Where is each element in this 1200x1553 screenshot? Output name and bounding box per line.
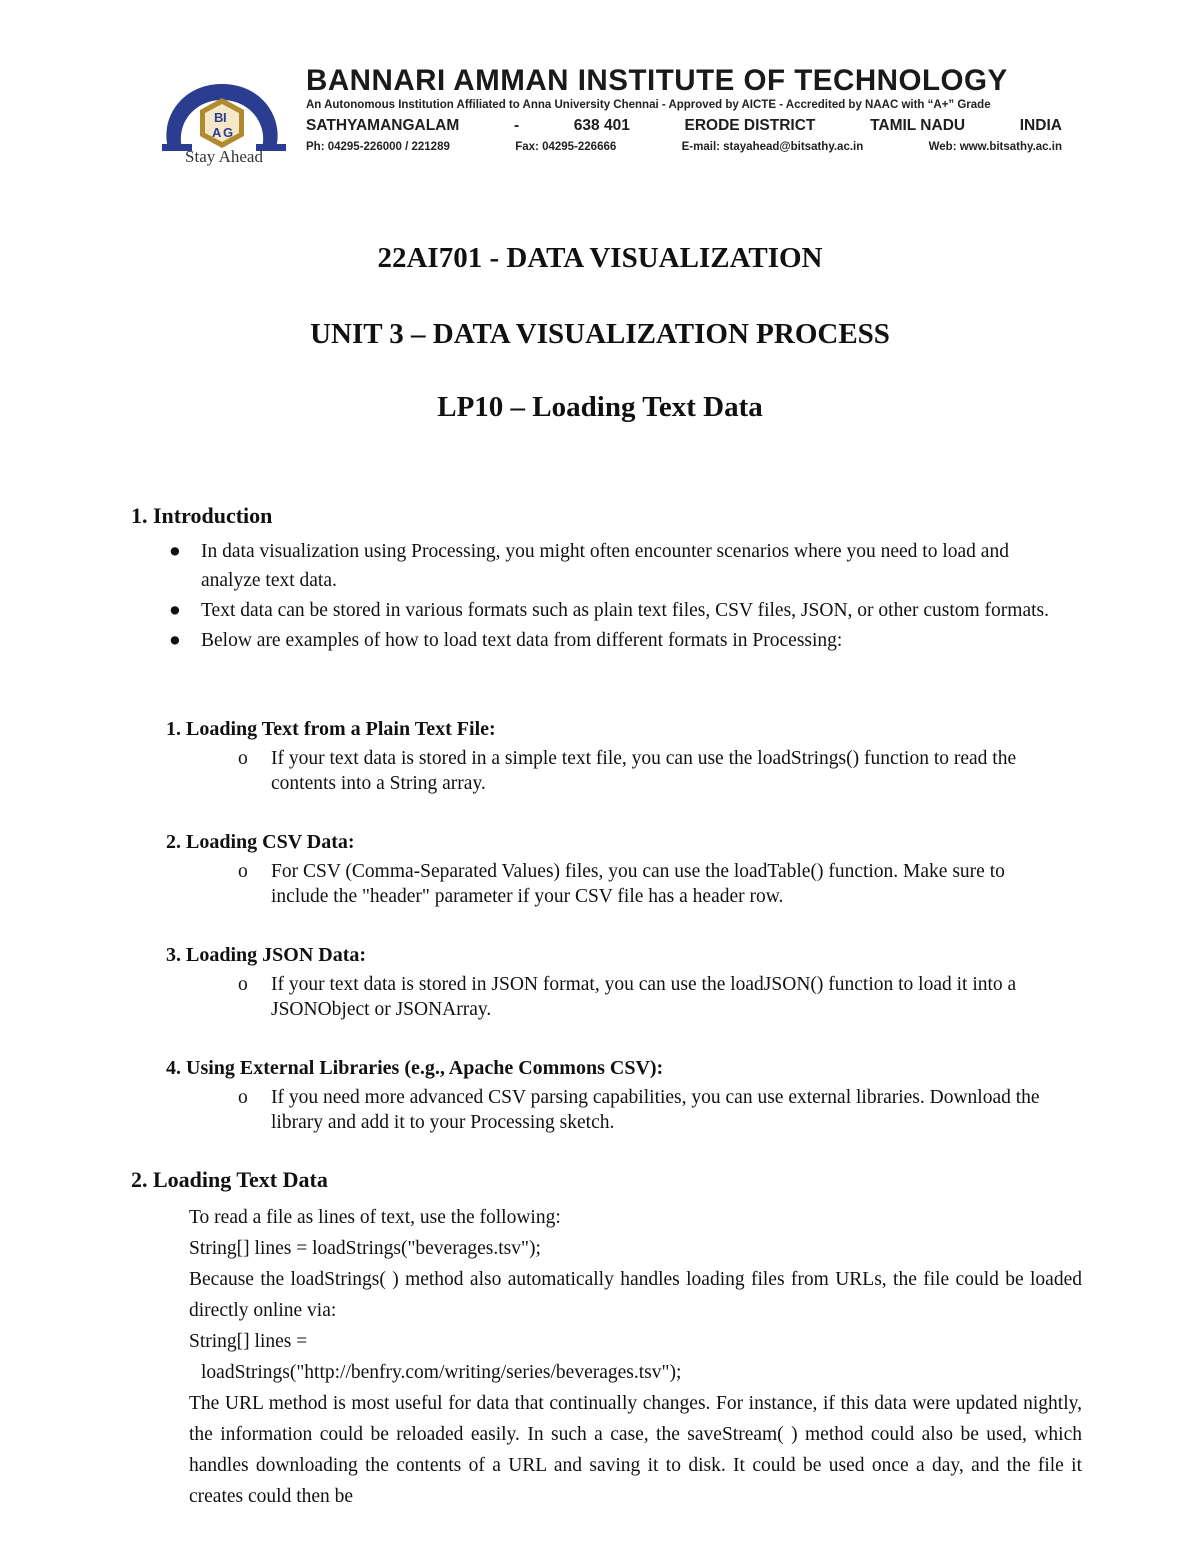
- institution-name: BANNARI AMMAN INSTITUTE OF TECHNOLOGY: [306, 64, 1008, 97]
- institution-affiliation: An Autonomous Institution Affiliated to Anna University Chennai - Approved by AICTE - Accredited by NAAC with “A+” Grade: [306, 99, 991, 111]
- bullet-icon: ●: [169, 541, 181, 562]
- subsection-text: If your text data is stored in a simple text file, you can use the loadStrings() function to read the contents into a String array.: [271, 748, 1017, 794]
- bullet-item: [163, 537, 1068, 595]
- address-part: INDIA: [1019, 117, 1062, 134]
- subsection-heading: 3. Loading JSON Data:: [166, 944, 367, 966]
- subsection-item: [166, 1085, 1066, 1135]
- circle-bullet-icon: o: [238, 861, 248, 882]
- institution-address: [306, 117, 1062, 135]
- body-paragraph: Because the loadStrings( ) method also automatically handles loading files from URLs, the file could be loaded directly online via:: [189, 1269, 1082, 1321]
- body-paragraph: The URL method is most useful for data that continually changes. For instance, if this data were updated nightly, the information could be reloaded easily. In such a case, the saveStream( ) method could also be used, which handles downloading the contents of a URL and saving it to disk. It could be used once a day, and the file it creates could then be: [189, 1393, 1082, 1507]
- code-line: String[] lines =: [189, 1331, 308, 1352]
- address-part: ERODE DISTRICT: [684, 117, 816, 134]
- subsection-text: If you need more advanced CSV parsing capabilities, you can use external libraries. Download the library and add it to your Processing sketch.: [271, 1087, 1040, 1133]
- section-heading: 1. Introduction: [131, 503, 273, 528]
- bullet-text: In data visualization using Processing, you might often encounter scenarios where you need to load and analyze text data.: [201, 541, 1009, 591]
- subsection-heading: 1. Loading Text from a Plain Text File:: [166, 718, 496, 740]
- logo-tagline: Stay Ahead: [185, 147, 263, 166]
- logo-letter: G: [223, 125, 234, 140]
- subsection-item: [166, 972, 1066, 1022]
- code-line: loadStrings("http://benfry.com/writing/series/beverages.tsv");: [201, 1362, 682, 1383]
- bullet-icon: ●: [169, 630, 181, 651]
- bullet-item: [163, 596, 1068, 625]
- address-part: -: [513, 117, 520, 134]
- subsection-item: [166, 859, 1066, 909]
- circle-bullet-icon: o: [238, 748, 248, 769]
- address-part: TAMIL NADU: [870, 117, 966, 134]
- subsection: [166, 716, 1066, 796]
- phone: Ph: 04295-226000 / 221289: [306, 141, 450, 153]
- circle-bullet-icon: o: [238, 974, 248, 995]
- intro-bullets: [163, 537, 1068, 656]
- subsection: [166, 942, 1066, 1022]
- section-heading: 2. Loading Text Data: [131, 1167, 328, 1192]
- logo-letter: B: [214, 110, 224, 125]
- email: E-mail: stayahead@bitsathy.ac.in: [681, 141, 864, 153]
- section-body: [189, 1202, 1082, 1512]
- bullet-text: Text data can be stored in various formats such as plain text files, CSV files, JSON, or other custom formats.: [201, 600, 1049, 621]
- logo-letter: I: [223, 110, 227, 125]
- bullet-item: [163, 626, 1068, 655]
- bullet-icon: ●: [169, 600, 181, 621]
- code-line: String[] lines = loadStrings("beverages.tsv");: [189, 1238, 541, 1259]
- body-line: To read a file as lines of text, use the following:: [189, 1207, 561, 1228]
- subsection-item: [166, 746, 1066, 796]
- circle-bullet-icon: o: [238, 1087, 248, 1108]
- website: Web: www.bitsathy.ac.in: [928, 141, 1062, 153]
- subsection-heading: 4. Using External Libraries (e.g., Apache Commons CSV):: [166, 1057, 664, 1079]
- subsection: [166, 1055, 1066, 1135]
- address-part: 638 401: [573, 117, 630, 134]
- institution-logo: [158, 62, 290, 170]
- address-part: SATHYAMANGALAM: [306, 117, 460, 134]
- unit-title: UNIT 3 – DATA VISUALIZATION PROCESS: [310, 318, 890, 350]
- course-title: 22AI701 - DATA VISUALIZATION: [377, 242, 823, 274]
- fax: Fax: 04295-226666: [515, 141, 617, 153]
- letterhead: [306, 64, 1062, 153]
- logo-letter: A: [212, 125, 222, 140]
- lesson-title: LP10 – Loading Text Data: [437, 391, 763, 423]
- institution-contact: [306, 141, 1062, 153]
- subsection-heading: 2. Loading CSV Data:: [166, 831, 355, 853]
- subsection-text: If your text data is stored in JSON format, you can use the loadJSON() function to load it into a JSONObject or JSONArray.: [271, 974, 1017, 1020]
- bullet-text: Below are examples of how to load text data from different formats in Processing:: [201, 630, 843, 651]
- subsection-text: For CSV (Comma-Separated Values) files, you can use the loadTable() function. Make sure to include the "header" parameter if your CSV file has a header row.: [271, 861, 1005, 907]
- subsection: [166, 829, 1066, 909]
